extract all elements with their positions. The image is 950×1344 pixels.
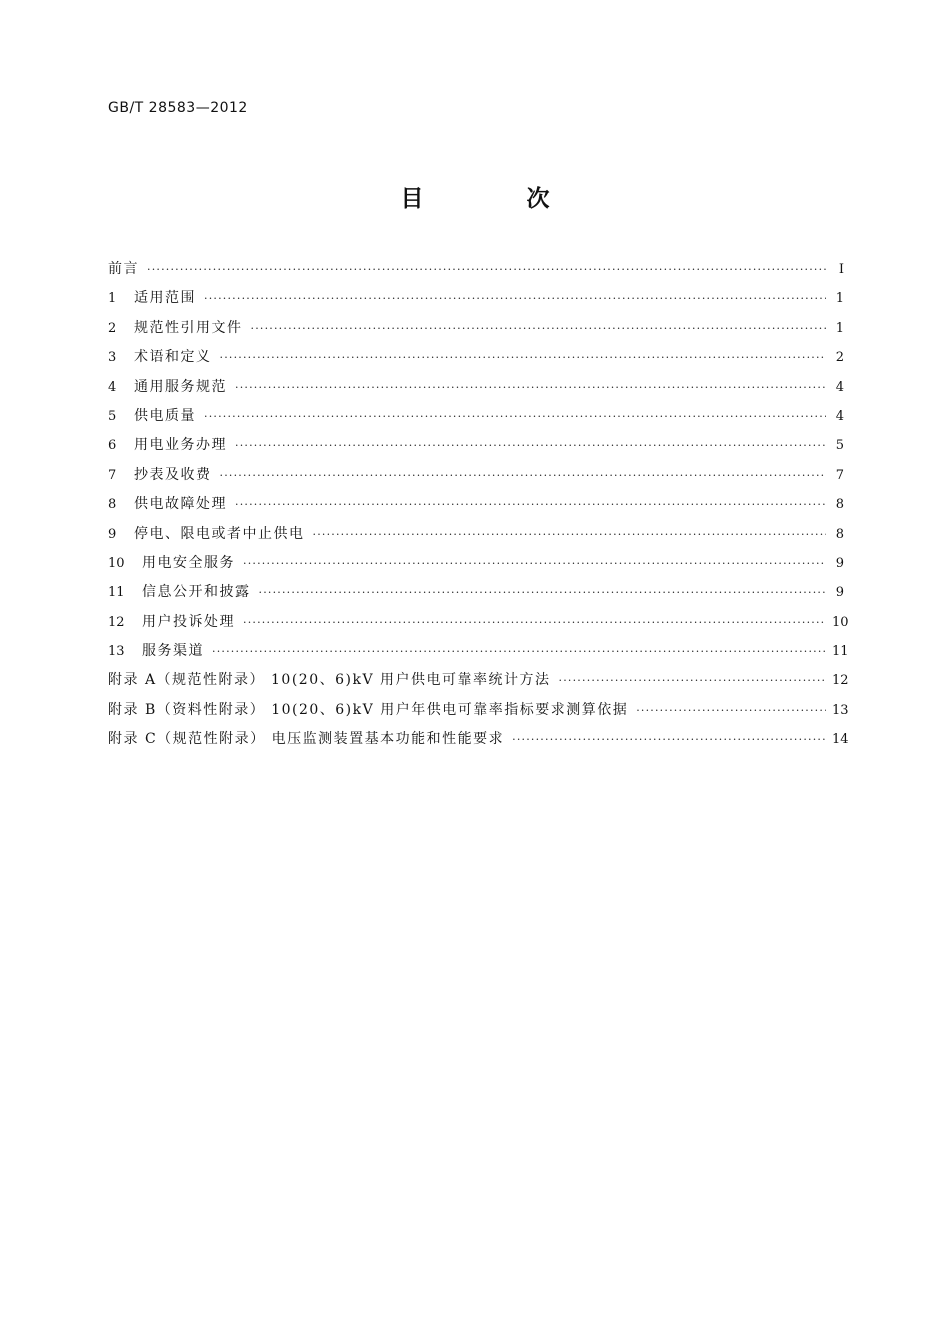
dot-leader xyxy=(559,674,826,687)
toc-entry-page: 7 xyxy=(835,467,844,483)
toc-entry-label: 附录 B（资料性附录） 10(20、6)kV 用户年供电可靠率指标要求测算依据 xyxy=(108,701,629,718)
dot-leader xyxy=(243,616,826,629)
toc-entry-label: 术语和定义 xyxy=(134,349,212,366)
toc-entry-appendix-c[interactable] xyxy=(108,728,849,757)
toc-entry-12[interactable] xyxy=(108,611,849,640)
toc-entry-page: 9 xyxy=(835,585,844,601)
toc-entry-5[interactable] xyxy=(108,405,844,434)
toc-entry-number: 10 xyxy=(108,555,125,571)
toc-entry-label: 服务渠道 xyxy=(142,643,204,660)
toc-entry-number: 4 xyxy=(108,379,117,395)
toc-entry-number: 3 xyxy=(108,350,117,366)
toc-entry-label: 附录 C（规范性附录） 电压监测装置基本功能和性能要求 xyxy=(108,731,505,748)
toc-entry-page: 4 xyxy=(835,379,844,395)
toc-entry-8[interactable] xyxy=(108,493,844,522)
toc-entry-page: 8 xyxy=(835,526,844,542)
standard-number: GB/T 28583—2012 xyxy=(108,100,248,116)
toc-entry-number: 8 xyxy=(108,497,117,513)
dot-leader xyxy=(204,410,826,423)
toc-entry-11[interactable] xyxy=(108,581,844,610)
toc-entry-number: 9 xyxy=(108,526,117,542)
toc-entry-number: 1 xyxy=(108,291,117,307)
toc-entry-page: 14 xyxy=(832,732,849,748)
dot-leader xyxy=(220,469,827,482)
toc-entry-label: 用户投诉处理 xyxy=(142,613,235,630)
toc-entry-foreword[interactable] xyxy=(108,258,844,287)
toc-entry-4[interactable] xyxy=(108,376,844,405)
dot-leader xyxy=(251,322,827,335)
toc-entry-label: 信息公开和披露 xyxy=(142,584,251,601)
toc-entry-3[interactable] xyxy=(108,346,844,375)
dot-leader xyxy=(512,733,826,746)
dot-leader xyxy=(204,292,826,305)
toc-entry-page: 9 xyxy=(835,555,844,571)
toc-entry-label: 前言 xyxy=(108,261,139,277)
table-of-contents xyxy=(108,258,849,758)
dot-leader xyxy=(235,381,826,394)
toc-entry-page: 1 xyxy=(835,291,844,307)
dot-leader xyxy=(212,645,826,658)
dot-leader xyxy=(243,557,826,570)
toc-entry-page: Ⅰ xyxy=(838,262,844,277)
toc-entry-page: 4 xyxy=(835,408,844,424)
toc-entry-label: 适用范围 xyxy=(134,290,196,307)
toc-entry-page: 5 xyxy=(835,438,844,454)
toc-entry-label: 规范性引用文件 xyxy=(134,319,243,336)
toc-entry-label: 供电质量 xyxy=(134,407,196,424)
toc-entry-page: 11 xyxy=(832,644,849,660)
toc-entry-page: 2 xyxy=(835,350,844,366)
toc-entry-label: 通用服务规范 xyxy=(134,378,227,395)
toc-entry-number: 11 xyxy=(108,585,125,601)
toc-entry-7[interactable] xyxy=(108,464,844,493)
toc-entry-page: 1 xyxy=(835,320,844,336)
toc-entry-page: 8 xyxy=(835,497,844,513)
toc-title: 目 次 xyxy=(400,186,590,212)
toc-entry-10[interactable] xyxy=(108,552,844,581)
toc-entry-1[interactable] xyxy=(108,287,844,316)
dot-leader xyxy=(235,498,826,511)
toc-entry-2[interactable] xyxy=(108,317,844,346)
dot-leader xyxy=(259,586,827,599)
toc-entry-label: 停电、限电或者中止供电 xyxy=(134,525,305,542)
dot-leader xyxy=(235,439,826,452)
dot-leader xyxy=(636,704,826,717)
dot-leader xyxy=(220,351,827,364)
toc-entry-number: 6 xyxy=(108,438,117,454)
toc-entry-label: 附录 A（规范性附录） 10(20、6)kV 用户供电可靠率统计方法 xyxy=(108,672,551,689)
toc-entry-6[interactable] xyxy=(108,434,844,463)
toc-entry-page: 12 xyxy=(832,673,849,689)
toc-entry-number: 5 xyxy=(108,408,117,424)
toc-entry-page: 13 xyxy=(832,702,849,718)
toc-entry-number: 2 xyxy=(108,320,117,336)
dot-leader xyxy=(313,528,827,541)
toc-entry-appendix-b[interactable] xyxy=(108,699,849,728)
toc-entry-number: 12 xyxy=(108,614,125,630)
toc-entry-number: 13 xyxy=(108,644,125,660)
toc-entry-label: 用电业务办理 xyxy=(134,437,227,454)
toc-entry-appendix-a[interactable] xyxy=(108,669,849,698)
toc-entry-label: 用电安全服务 xyxy=(142,554,235,571)
toc-entry-label: 供电故障处理 xyxy=(134,496,227,513)
toc-entry-13[interactable] xyxy=(108,640,849,669)
dot-leader xyxy=(147,263,826,276)
toc-entry-number: 7 xyxy=(108,467,117,483)
toc-entry-9[interactable] xyxy=(108,523,844,552)
toc-entry-page: 10 xyxy=(832,614,849,630)
toc-entry-label: 抄表及收费 xyxy=(134,466,212,483)
